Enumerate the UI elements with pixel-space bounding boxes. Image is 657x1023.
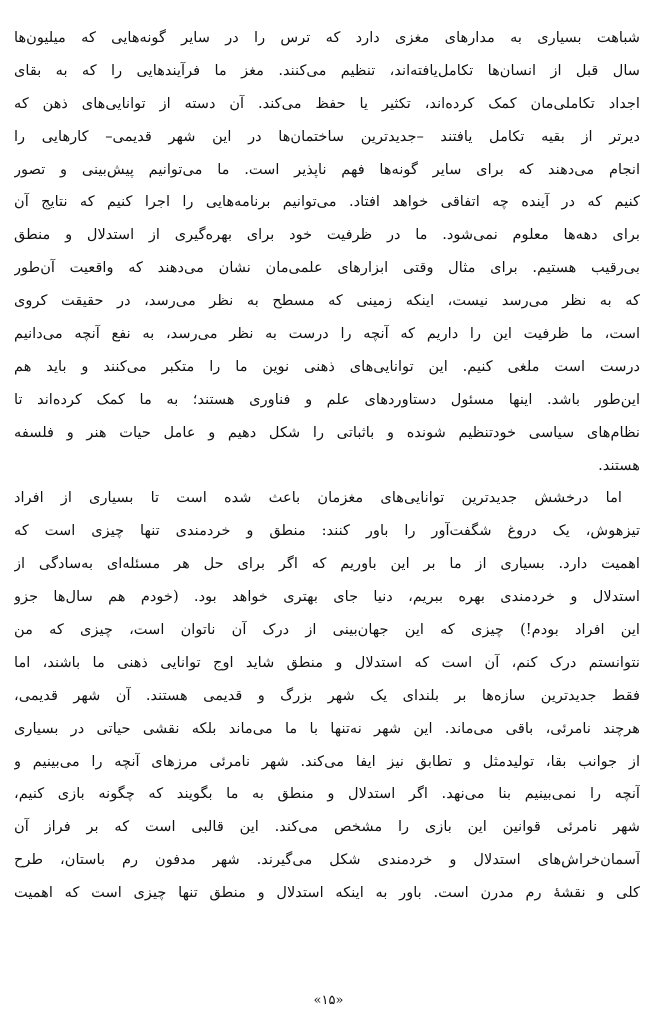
text-line: از جوانب بقا، تولیدمثل و تطابق نیز ایفا می‌کند. شهر نامرئی مرزهای آنچه را می‌بینیم و [14, 752, 640, 770]
text-line: بی‌رقیب هستیم. برای مثال وقتی ابزارهای علمی‌مان نشان می‌دهند که واقعیت آن‌طور [14, 259, 640, 277]
page-number: «۱۵» [313, 993, 344, 1008]
text-line: که به نظر می‌رسد نیست، اینکه زمینی که مسطح به نظر می‌رسد، در حقیقت کروی [14, 292, 640, 310]
paragraph-1 [14, 22, 640, 482]
text-line: است، ما ظرفیت این را داریم که آنچه را درست به نظر می‌رسد، به نفع آنچه می‌دانیم [14, 325, 640, 343]
text-line: اجداد تکاملی‌مان کمک کرده‌اند، تکثیر یا حفظ می‌کند. آن دسته از توانایی‌های ذهن که [14, 94, 640, 112]
text-line: این افراد بودم!) چیزی که این جهان‌بینی از درک آن ناتوان است، چیزی که من [14, 621, 640, 639]
text-line: سال قبل از انسان‌ها تکامل‌یافته‌اند، تنظیم می‌کنند. مغز ما فرآیندهایی را که به بقای [14, 61, 640, 79]
page-body [14, 22, 640, 910]
text-line: هرچند نامرئی، باقی می‌ماند. این شهر نه‌تنها با ما می‌ماند بلکه نقشی حیاتی در بسیاری [14, 719, 640, 737]
text-line: اهمیت دارد. بسیاری از ما بر این باوریم که اگر برای حل هر مسئله‌ای به‌سادگی از [14, 555, 640, 573]
text-line: هستند. [598, 456, 640, 474]
text-line: این‌طور باشد. اینها مسئول دستاوردهای علم و فناوری هستند؛ به ما کمک کرده‌اند تا [14, 390, 640, 408]
text-line: استدلال و خردمندی بهره ببریم، دنیا جای بهتری خواهد بود. (خودم هم سال‌ها جزو [14, 588, 640, 606]
text-line: شهر نامرئی قوانین این بازی را مشخص می‌کند. این قالبی است که بر فراز آن [14, 818, 640, 836]
text-line: کنیم که در آینده چه اتفاقی خواهد افتاد. می‌توانیم برنامه‌هایی را اجرا کنیم که نتایج آن [14, 193, 640, 211]
text-line: نتوانستم درک کنم، آن است که استدلال و منطق شاید اوج توانایی ذهنی ما باشند، اما [14, 653, 640, 671]
text-line: آنچه را نمی‌بینیم بنا می‌نهد. اگر استدلال و منطق به ما بگویند که چگونه بازی کنیم، [14, 785, 640, 803]
text-line: اما درخشش جدیدترین توانایی‌های مغزمان باعث شده است تا بسیاری از افراد [14, 489, 622, 507]
text-line: نظام‌های سیاسی خودتنظیم شونده و باثباتی را شکل دهیم و عامل حیات هنر و فلسفه [14, 423, 640, 441]
text-line: شباهت بسیاری به مدارهای مغزی دارد که ترس را در سایر گونه‌هایی که میلیون‌ها [14, 29, 640, 46]
text-line: تیزهوش، یک دروغ شگفت‌آور را باور کنند: منطق و خردمندی تنها چیزی است که [14, 522, 640, 540]
text-line: انجام می‌دهند که برای سایر گونه‌ها فهم ناپذیر است. ما می‌توانیم پیش‌بینی و تصور [14, 160, 640, 178]
paragraph-2 [14, 482, 640, 910]
text-line: دیرتر از بقیه تکامل یافتند –جدیدترین ساختمان‌ها در این شهر قدیمی– کارهایی را [14, 127, 640, 145]
text-line: فقط جدیدترین سازه‌ها بر بلندای یک شهر بزرگ و قدیمی هستند. آن شهر قدیمی، [14, 686, 640, 704]
text-line: درست است ملغی کنیم. این توانایی‌های ذهنی نوین ما را متکبر می‌کنند و باید هم [14, 357, 640, 375]
text-line: آسمان‌خراش‌های استدلال و خردمندی شکل می‌گیرند. شهر مدفون رم باستان، طرح [14, 851, 640, 869]
text-line: برای دهه‌ها معلوم نمی‌شود. ما در ظرفیت خود برای بهره‌گیری از استدلال و منطق [14, 226, 640, 244]
text-line: کلی و نقشهٔ رم مدرن است. باور به اینکه استدلال و منطق تنها چیزی است که اهمیت [14, 884, 640, 902]
